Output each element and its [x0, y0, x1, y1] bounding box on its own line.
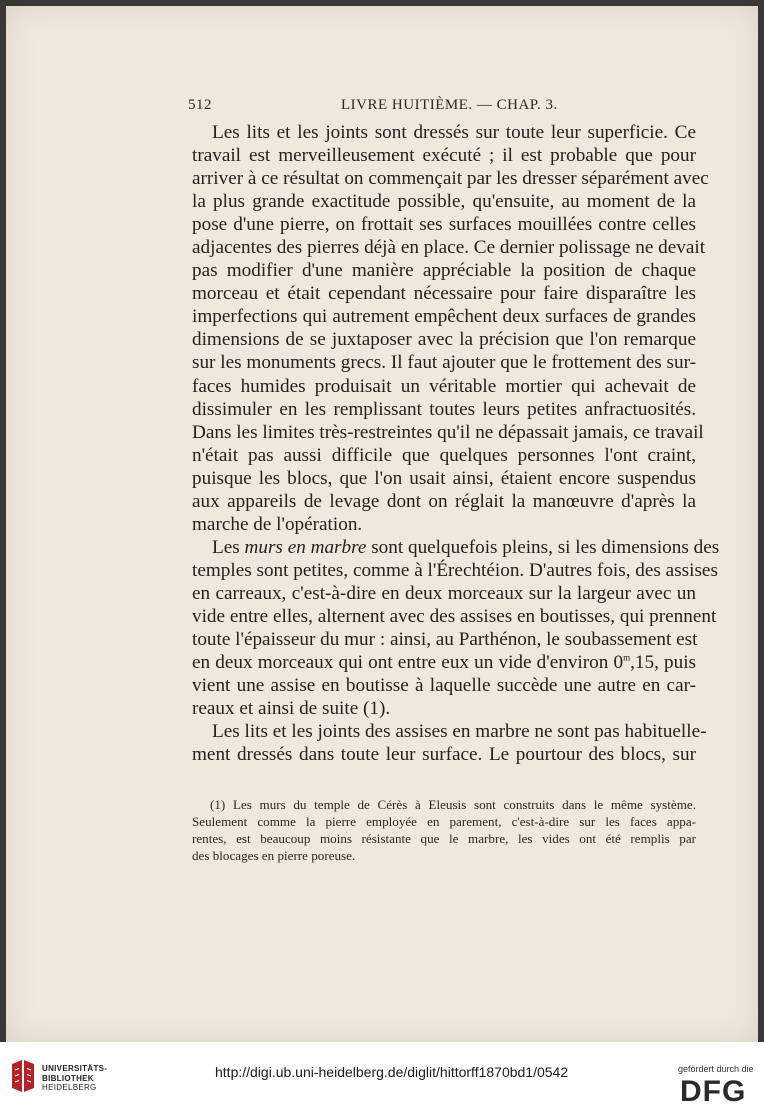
- paragraph-1: [192, 121, 709, 536]
- text-run: Les: [212, 536, 245, 558]
- text-line: temples sont petites, comme à l'Érechtéion. D'autres fois, des assises: [192, 559, 718, 581]
- text-run: sont quelquefois pleins, si les dimensions des: [366, 536, 720, 558]
- text-line: imperfections qui autrement empêchent deux surfaces de grandes: [192, 306, 696, 328]
- text-line: [192, 536, 720, 559]
- body-text: [192, 121, 720, 766]
- text-line: n'était pas aussi difficile que quelques personnes l'ont craint,: [192, 444, 696, 466]
- text-line: marche de l'opération.: [192, 513, 363, 535]
- text-line: adjacentes des pierres déjà en place. Ce dernier polissage ne devait: [192, 237, 706, 259]
- library-name-line: BIBLIOTHEK: [42, 1073, 94, 1083]
- dfg-logo: DFG: [680, 1075, 747, 1108]
- text-line: dimensions de se juxtaposer avec la précision que l'on remarque: [192, 329, 696, 351]
- emphasis-murs-en-marbre: murs en marbre: [244, 536, 367, 558]
- library-name-line: UNIVERSITÄTS-: [42, 1064, 108, 1073]
- text-line: pose d'une pierre, on frottait ses surfaces mouillées contre celles: [192, 214, 696, 236]
- text-line: dissimuler en les remplissant toutes leurs petites anfractuosités.: [192, 398, 696, 420]
- text-line: Les lits et les joints sont dressés sur toute leur superficie. Ce: [212, 122, 696, 143]
- text-line: morceau et était cependant nécessaire pour faire disparaître les: [192, 283, 696, 305]
- unit-superscript: m: [623, 652, 631, 663]
- footnote-line: Seulement comme la pierre employée en parement, c'est-à-dire sur les faces appa-: [192, 814, 696, 829]
- text-line: pas modifier d'une manière appréciable la position de chaque: [192, 260, 696, 282]
- footnote: [192, 796, 696, 864]
- text-line: reaux et ainsi de suite (1).: [192, 698, 391, 720]
- text-line: travail est merveilleusement exécuté ; il est probable que pour: [192, 145, 696, 167]
- text-line: vide entre elles, alternent avec des assises en boutisses, qui prennent: [192, 605, 717, 627]
- text-run: en deux morceaux qui ont entre eux un vide d'environ 0: [192, 652, 624, 674]
- paragraph-2: [192, 536, 720, 720]
- source-url-link[interactable]: http://digi.ub.uni-heidelberg.de/diglit/hittorff1870bd1/0542: [215, 1064, 569, 1080]
- footnote-line: rentes, est beaucoup moins résistante que le marbre, les vides ont été remplis par: [192, 831, 696, 846]
- text-line: la plus grande exactitude possible, qu'ensuite, au moment de la: [192, 191, 696, 213]
- text-line: ment dressés dans toute leur surface. Le pourtour des blocs, sur: [192, 744, 696, 766]
- paragraph-3: [192, 720, 707, 766]
- text-run: ,15, puis: [630, 652, 696, 674]
- university-library-logo-icon: [8, 1056, 38, 1096]
- text-line: aux appareils de levage dont on réglait la manœuvre d'après la: [192, 490, 696, 512]
- text-line: arriver à ce résultat on commençait par les dresser séparément avec: [192, 168, 709, 190]
- text-line: en carreaux, c'est-à-dire en deux morceaux sur la largeur avec un: [192, 582, 696, 604]
- text-line: Les lits et les joints des assises en marbre ne sont pas habituelle-: [212, 721, 707, 743]
- text-line: puisque les blocs, que l'on usait ainsi, étaient encore suspendus: [192, 467, 696, 489]
- funded-by-label: gefördert durch die: [678, 1064, 754, 1074]
- footnote-line: des blocages en pierre poreuse.: [192, 848, 356, 863]
- text-line: Dans les limites très-restreintes qu'il ne dépassait jamais, ce travail: [192, 421, 704, 443]
- text-line: [192, 651, 696, 674]
- page-number: 512: [188, 97, 212, 113]
- text-line: vient une assise en boutisse à laquelle succède une autre en car-: [192, 675, 696, 697]
- footnote-line: (1) Les murs du temple de Cérès à Eleusis sont construits dans le même système.: [210, 797, 696, 812]
- running-title: LIVRE HUITIÈME. — CHAP. 3.: [341, 97, 558, 113]
- library-name-line: HEIDELBERG: [42, 1083, 97, 1092]
- running-head: [188, 97, 698, 117]
- text-line: sur les monuments grecs. Il faut ajouter que le frottement des sur-: [192, 352, 696, 374]
- library-name: [42, 1064, 107, 1093]
- text-line: toute l'épaisseur du mur : ainsi, au Parthénon, le soubassement est: [192, 629, 698, 651]
- text-line: faces humides produisait un véritable mortier qui achevait de: [192, 375, 696, 397]
